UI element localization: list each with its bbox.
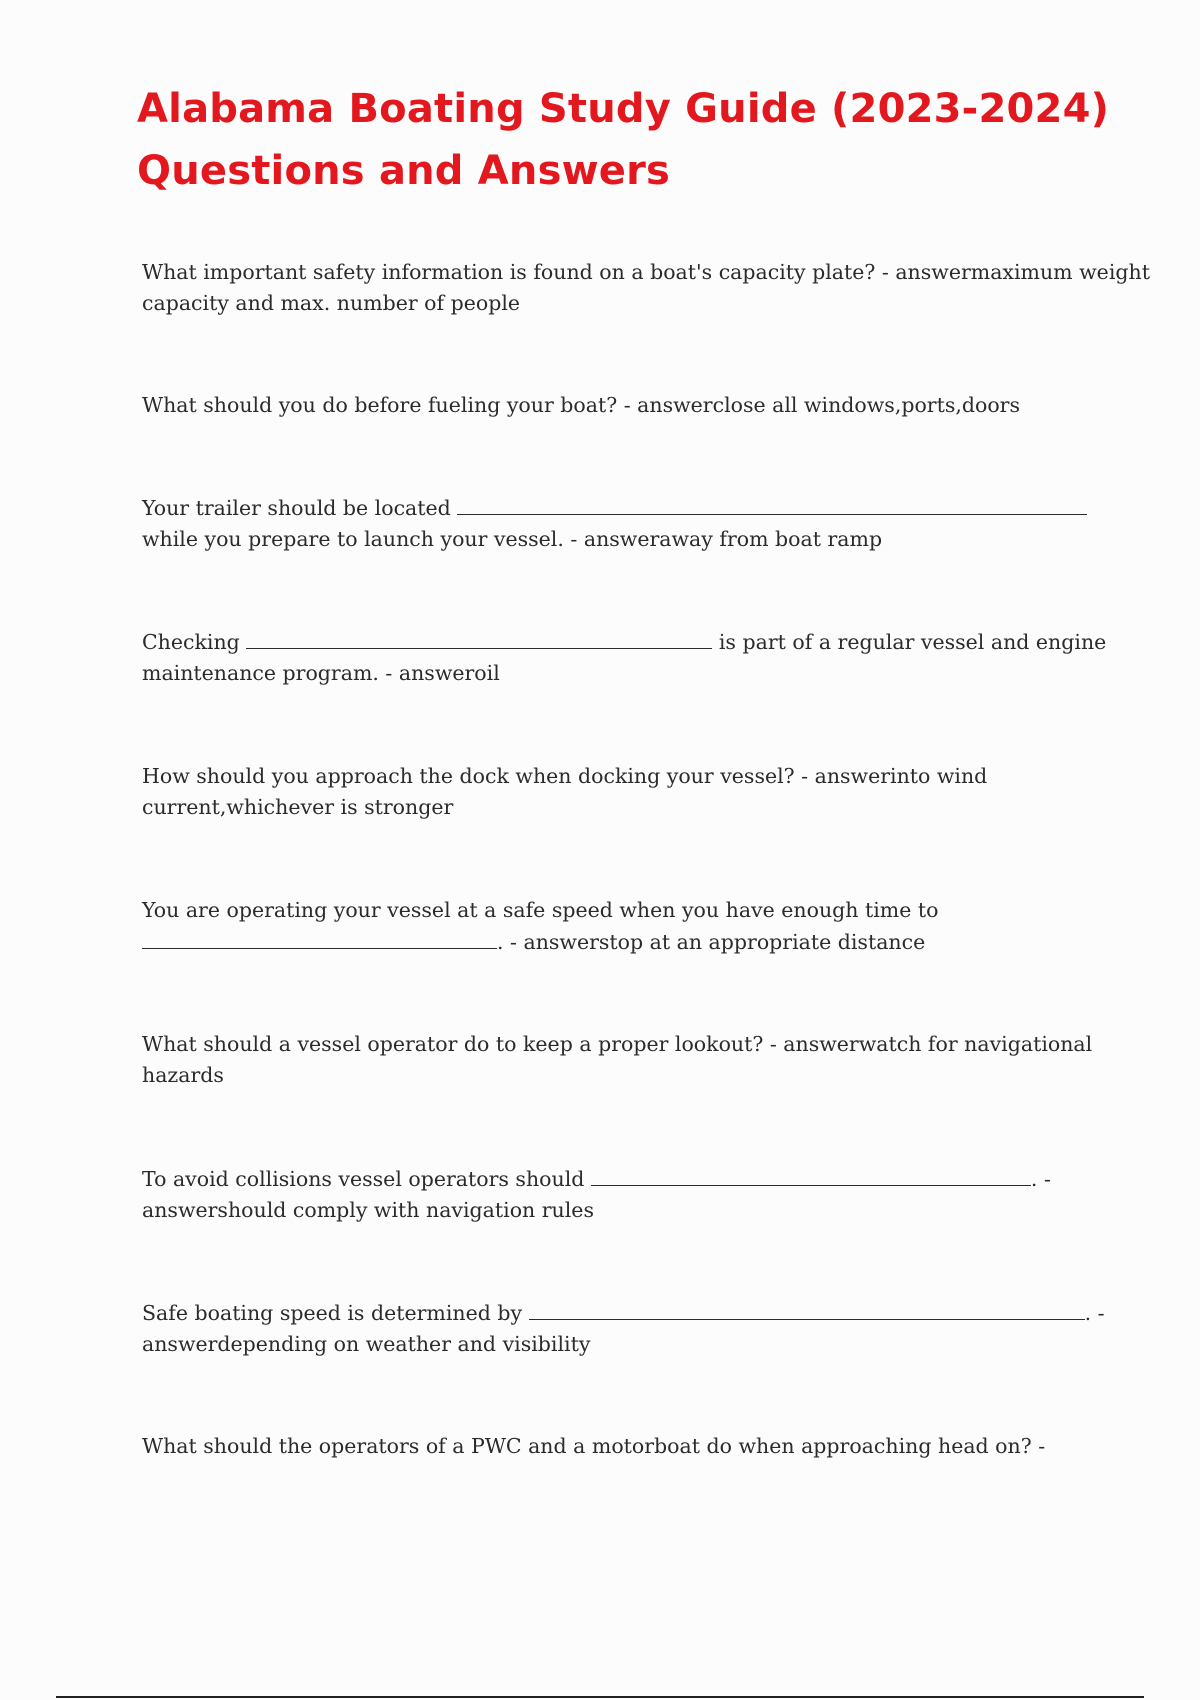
qa-text: is part of a regular vessel and engine: [718, 630, 1107, 654]
qa-line-with-blank: [142, 492, 1082, 524]
qa-line-with-blank: [142, 926, 1082, 958]
qa-line-with-blank: [142, 1163, 1082, 1195]
qa-line: What should the operators of a PWC and a motorboat do when approaching head on? -: [142, 1434, 1046, 1458]
qa-text: Checking: [142, 630, 240, 654]
qa-text: To avoid collisions vessel operators should: [142, 1167, 585, 1191]
title-line-1: Alabama Boating Study Guide (2023-2024): [137, 86, 1110, 132]
qa-line: current,whichever is stronger: [142, 795, 454, 819]
qa-item-5: [142, 761, 1082, 823]
qa-item-7: [142, 1029, 1093, 1091]
qa-text: Safe boating speed is determined by: [142, 1301, 523, 1325]
qa-text: . -: [1030, 1167, 1051, 1191]
qa-line-with-blank: [142, 626, 1107, 658]
title-line-2: Questions and Answers: [137, 148, 671, 194]
qa-item-4: [142, 626, 1107, 689]
qa-item-2: [142, 390, 1082, 421]
qa-line: You are operating your vessel at a safe speed when you have enough time to: [142, 898, 939, 922]
qa-line: maintenance program. - answeroil: [142, 661, 500, 685]
qa-line: What should a vessel operator do to keep a proper lookout? - answerwatch for navigational: [142, 1032, 1093, 1056]
qa-item-9: [142, 1297, 1105, 1360]
qa-line: hazards: [142, 1063, 224, 1087]
qa-line: answershould comply with navigation rules: [142, 1198, 594, 1222]
document-title: [137, 78, 1109, 202]
bottom-divider: [56, 1696, 1144, 1698]
qa-line: while you prepare to launch your vessel. - answeraway from boat ramp: [142, 527, 883, 551]
qa-line-with-blank: [142, 1297, 1105, 1329]
qa-line: How should you approach the dock when docking your vessel? - answerinto wind: [142, 764, 988, 788]
qa-line: answerdepending on weather and visibility: [142, 1332, 591, 1356]
qa-item-3: [142, 492, 1082, 555]
qa-text: . - answerstop at an appropriate distance: [497, 930, 926, 954]
qa-line: capacity and max. number of people: [142, 291, 521, 315]
qa-item-6: [142, 895, 1082, 958]
qa-text: Your trailer should be located: [142, 496, 451, 520]
fill-in-blank: [457, 492, 1087, 515]
fill-in-blank: [142, 926, 497, 949]
qa-item-1: [142, 257, 1150, 319]
qa-item-10: [142, 1431, 1082, 1462]
qa-text: . -: [1084, 1301, 1105, 1325]
qa-line: What should you do before fueling your boat? - answerclose all windows,ports,doors: [142, 393, 1021, 417]
fill-in-blank: [246, 626, 712, 649]
fill-in-blank: [529, 1297, 1085, 1320]
fill-in-blank: [591, 1163, 1031, 1186]
qa-line: What important safety information is found on a boat's capacity plate? - answermaximum weight: [142, 260, 1150, 284]
qa-item-8: [142, 1163, 1082, 1226]
